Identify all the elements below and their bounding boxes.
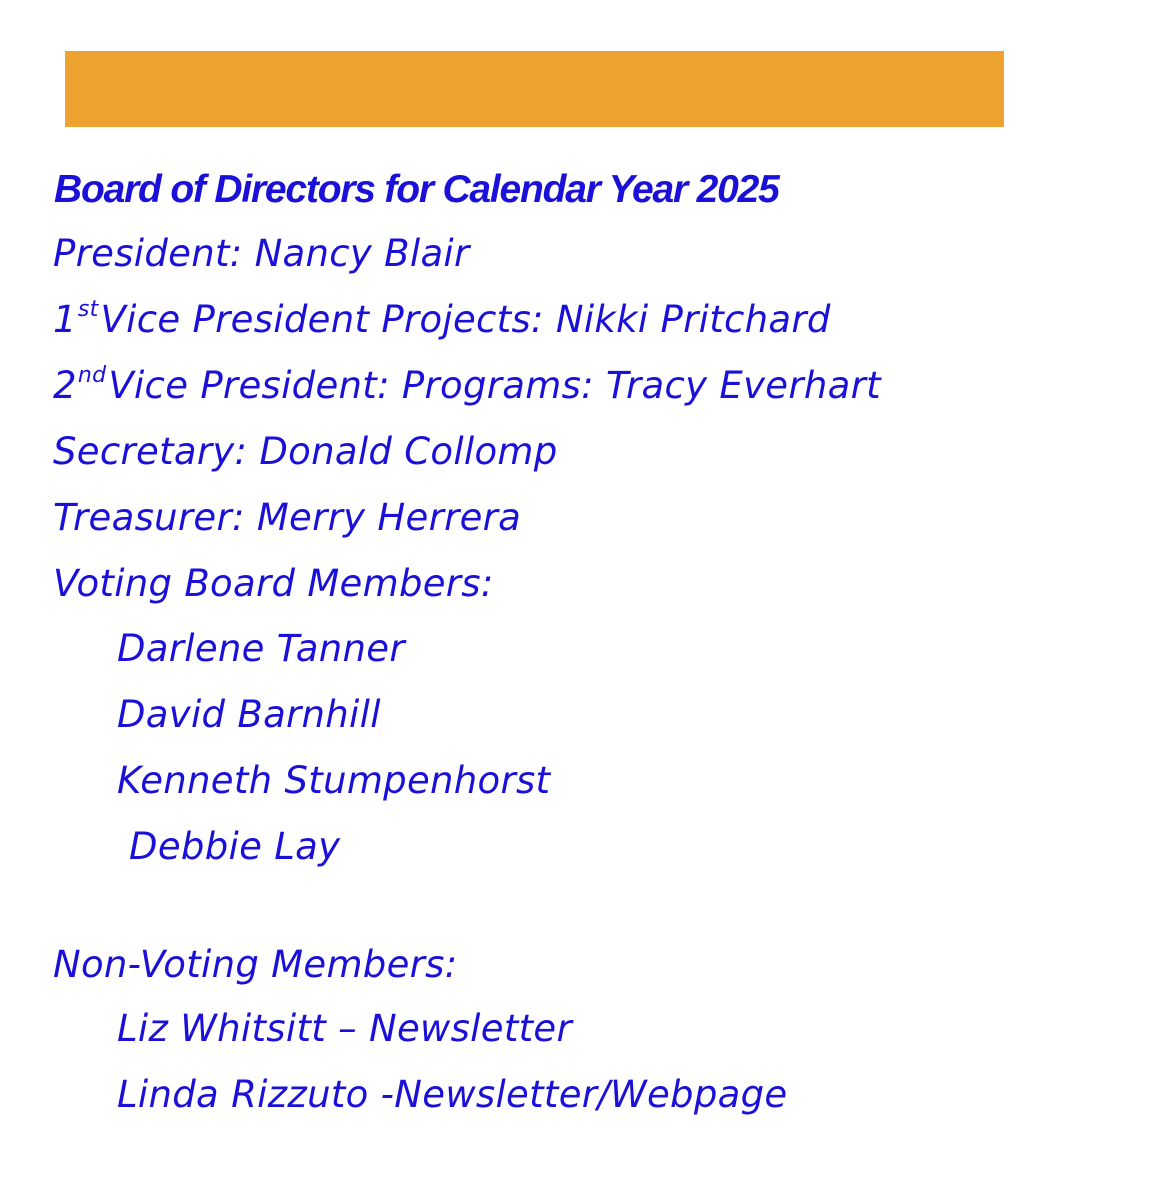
first-vice-president-line	[53, 298, 831, 348]
treasurer-line: Treasurer: Merry Herrera	[53, 496, 522, 539]
vp1-text: Vice President Projects: Nikki Pritchard	[100, 298, 831, 341]
voting-member: Debbie Lay	[117, 825, 341, 868]
vp2-number: 2	[53, 364, 77, 407]
vp2-ordinal: nd	[77, 363, 107, 388]
second-vice-president-line	[53, 364, 881, 414]
secretary-line: Secretary: Donald Collomp	[53, 430, 558, 473]
voting-member: Darlene Tanner	[117, 627, 405, 670]
non-voting-member: Linda Rizzuto -Newsletter/Webpage	[117, 1073, 788, 1116]
non-voting-member: Liz Whitsitt – Newsletter	[117, 1007, 573, 1050]
voting-member: David Barnhill	[117, 693, 381, 736]
header-banner	[65, 51, 1004, 127]
president-line: President: Nancy Blair	[53, 232, 470, 275]
vp2-text: Vice President: Programs: Tracy Everhart	[108, 364, 881, 407]
page-title: Board of Directors for Calendar Year 2025	[54, 168, 779, 211]
voting-members-heading: Voting Board Members:	[53, 562, 494, 605]
voting-member: Kenneth Stumpenhorst	[117, 759, 551, 802]
vp1-ordinal: st	[77, 297, 99, 322]
non-voting-members-heading: Non-Voting Members:	[53, 943, 458, 986]
vp1-number: 1	[53, 298, 77, 341]
